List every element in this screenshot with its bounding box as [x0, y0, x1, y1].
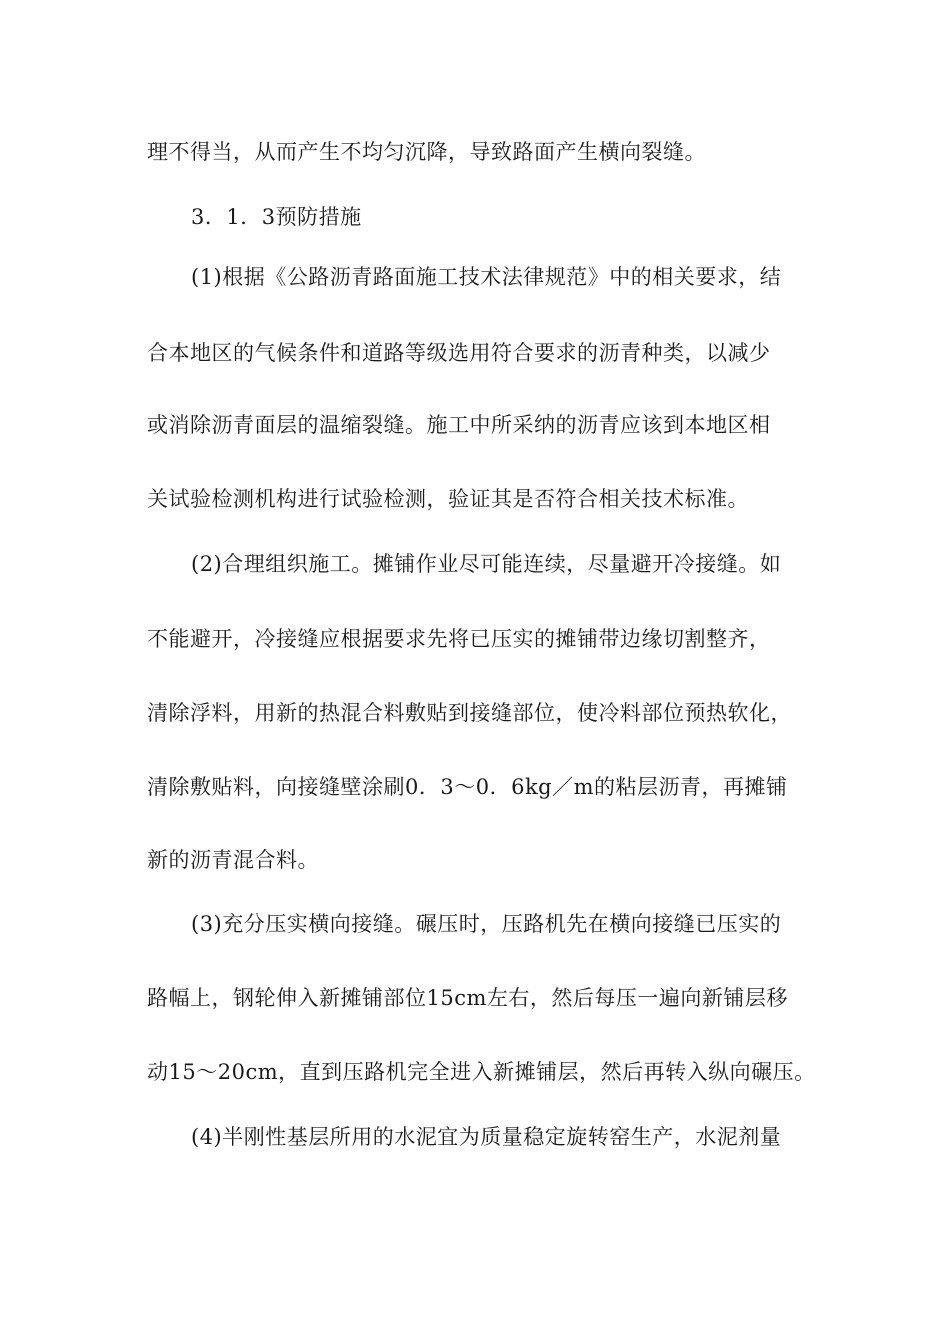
body-text-line: (2)合理组织施工。摊铺作业尽可能连续，尽量避开冷接缝。如 — [191, 552, 782, 576]
body-text-line: 新的沥青混合料。 — [147, 848, 319, 872]
body-text-line: 不能避开，冷接缝应根据要求先将已压实的摊铺带边缘切割整齐， — [147, 627, 771, 651]
body-text-line: 关试验检测机构进行试验检测，验证其是否符合相关技术标准。 — [147, 487, 749, 511]
body-text-line: 清除敷贴料，向接缝壁涂刷0．3～0．6kg／m的粘层沥青，再摊铺 — [147, 775, 788, 799]
body-text-line: 动15～20cm，直到压路机完全进入新摊铺层，然后再转入纵向碾压。 — [147, 1060, 816, 1084]
body-text-line: 或消除沥青面层的温缩裂缝。施工中所采纳的沥青应该到本地区相 — [147, 413, 771, 437]
body-text-line: 路幅上，钢轮伸入新摊铺部位15cm左右，然后每压一遍向新铺层移 — [147, 986, 788, 1010]
body-text-line: 合本地区的气候条件和道路等级选用符合要求的沥青种类，以减少 — [147, 341, 771, 365]
body-text-line: 理不得当，从而产生不均匀沉降，导致路面产生横向裂缝。 — [147, 140, 706, 164]
body-text-line: (1)根据《公路沥青路面施工技术法律规范》中的相关要求，结 — [191, 265, 782, 289]
section-heading: 3．1．3预防措施 — [191, 205, 362, 229]
body-text-line: (3)充分压实横向接缝。碾压时，压路机先在横向接缝已压实的 — [191, 912, 782, 936]
body-text-line: (4)半刚性基层所用的水泥宜为质量稳定旋转窑生产，水泥剂量 — [191, 1125, 782, 1149]
body-text-line: 清除浮料，用新的热混合料敷贴到接缝部位，使冷料部位预热软化， — [147, 701, 792, 725]
